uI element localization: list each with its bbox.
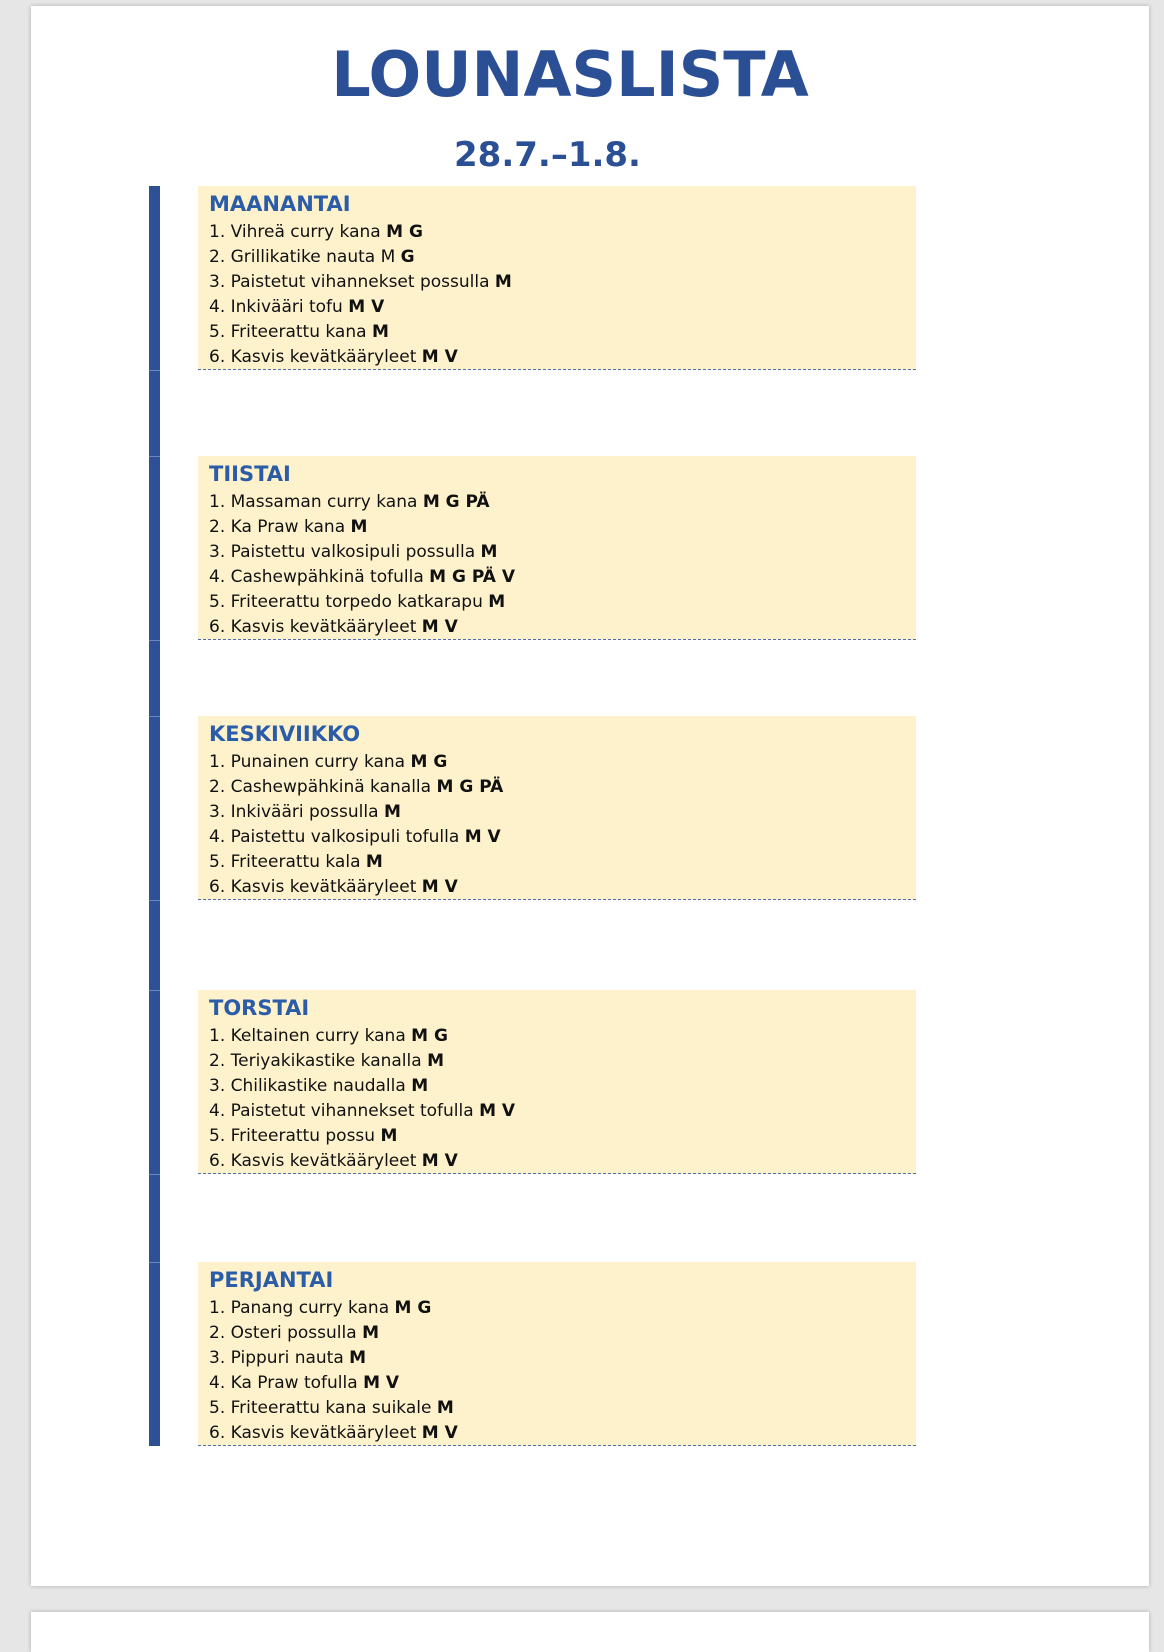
dish-name: 3. Inkivääri possulla [209, 802, 379, 822]
diet-codes: M V [363, 1373, 400, 1393]
dish-item [209, 1074, 916, 1099]
dish-name: 6. Kasvis kevätkääryleet [209, 1423, 417, 1443]
dish-name: 2. Grillikatike nauta M [209, 247, 396, 267]
dish-name: 5. Friteerattu kana [209, 322, 367, 342]
dish-name: 1. Panang curry kana [209, 1298, 390, 1318]
diet-codes: M G PÄ [422, 492, 490, 512]
day-card-wednesday [198, 716, 916, 900]
dish-name: 5. Friteerattu kana suikale [209, 1398, 432, 1418]
diet-codes: M [411, 1076, 429, 1096]
dish-item [209, 490, 916, 515]
dish-name: 3. Paistetut vihannekset possulla [209, 272, 490, 292]
dish-item [209, 1346, 916, 1371]
dish-item [209, 615, 916, 640]
dish-name: 2. Teriyakikastike kanalla [209, 1051, 422, 1071]
date-range: 28.7.–1.8. [454, 135, 641, 175]
dish-item [209, 1371, 916, 1396]
dish-name: 6. Kasvis kevätkääryleet [209, 1151, 417, 1171]
day-heading: TIISTAI [209, 462, 291, 486]
diet-codes: M V [479, 1101, 516, 1121]
dish-item [209, 1396, 916, 1421]
dish-name: 1. Massaman curry kana [209, 492, 418, 512]
dish-name: 5. Friteerattu possu [209, 1126, 376, 1146]
dish-item [209, 270, 916, 295]
dish-item [209, 220, 916, 245]
diet-codes: M [371, 322, 389, 342]
dish-item [209, 1296, 916, 1321]
bar-separator [149, 716, 160, 717]
page-title: LOUNASLISTA [331, 38, 809, 111]
day-card-monday [198, 186, 916, 370]
next-document-page [31, 1612, 1149, 1652]
dish-name: 2. Cashewpähkinä kanalla [209, 777, 432, 797]
dish-item [209, 245, 916, 270]
dish-name: 4. Ka Praw tofulla [209, 1373, 358, 1393]
diet-codes: G [400, 247, 415, 267]
bar-separator [149, 640, 160, 641]
dish-list [209, 750, 916, 900]
dish-item [209, 320, 916, 345]
diet-codes: M V [348, 297, 385, 317]
diet-codes: M [436, 1398, 454, 1418]
diet-codes: M [427, 1051, 444, 1071]
dish-item [209, 750, 916, 775]
day-heading: MAANANTAI [209, 192, 351, 216]
dish-name: 3. Pippuri nauta [209, 1348, 344, 1368]
diet-codes: M V [421, 877, 458, 897]
dish-item [209, 1421, 916, 1446]
diet-codes: M G [386, 222, 423, 242]
dish-item [209, 295, 916, 320]
dish-list [209, 220, 916, 370]
dish-item [209, 875, 916, 900]
dish-name: 2. Ka Praw kana [209, 517, 346, 537]
diet-codes: M [349, 1348, 367, 1368]
day-card-thursday [198, 990, 916, 1174]
diet-codes: M [480, 542, 498, 562]
dish-name: 4. Cashewpähkinä tofulla [209, 567, 424, 587]
day-card-tuesday [198, 456, 916, 640]
sidebar-accent-bar [149, 186, 160, 1446]
dish-item [209, 345, 916, 370]
dish-item [209, 825, 916, 850]
bar-separator [149, 990, 160, 991]
dish-item [209, 775, 916, 800]
dish-item [209, 1099, 916, 1124]
bar-separator [149, 1262, 160, 1263]
day-card-friday [198, 1262, 916, 1446]
bar-separator [149, 900, 160, 901]
diet-codes: M G [411, 1026, 448, 1046]
dish-item [209, 565, 916, 590]
diet-codes: M V [421, 617, 458, 637]
dish-item [209, 1321, 916, 1346]
diet-codes: M V [464, 827, 501, 847]
bar-separator [149, 456, 160, 457]
dish-item [209, 540, 916, 565]
diet-codes: M [383, 802, 401, 822]
diet-codes: M [362, 1323, 379, 1343]
dish-item [209, 1024, 916, 1049]
dish-item [209, 1149, 916, 1174]
diet-codes: M G [410, 752, 448, 772]
dish-item [209, 515, 916, 540]
dish-list [209, 490, 916, 640]
diet-codes: M [365, 852, 383, 872]
diet-codes: M [350, 517, 368, 537]
diet-codes: M [488, 592, 506, 612]
diet-codes: M G PÄ V [429, 567, 515, 587]
dish-item [209, 1049, 916, 1074]
dish-name: 5. Friteerattu torpedo katkarapu [209, 592, 483, 612]
dish-name: 6. Kasvis kevätkääryleet [209, 347, 417, 367]
dish-item [209, 590, 916, 615]
day-heading: PERJANTAI [209, 1268, 334, 1292]
dish-name: 2. Osteri possulla [209, 1323, 357, 1343]
bar-separator [149, 370, 160, 371]
dish-name: 1. Punainen curry kana [209, 752, 406, 772]
dish-list [209, 1296, 916, 1446]
diet-codes: M G [394, 1298, 432, 1318]
dish-item [209, 1124, 916, 1149]
dish-name: 1. Keltainen curry kana [209, 1026, 406, 1046]
bar-separator [149, 1174, 160, 1175]
dish-name: 6. Kasvis kevätkääryleet [209, 617, 417, 637]
dish-name: 4. Inkivääri tofu [209, 297, 343, 317]
dish-item [209, 850, 916, 875]
diet-codes: M [494, 272, 512, 292]
dish-name: 5. Friteerattu kala [209, 852, 361, 872]
diet-codes: M V [421, 1423, 458, 1443]
dish-name: 4. Paistettu valkosipuli tofulla [209, 827, 460, 847]
day-heading: KESKIVIIKKO [209, 722, 361, 746]
diet-codes: M V [421, 347, 458, 367]
diet-codes: M [380, 1126, 398, 1146]
dish-name: 4. Paistetut vihannekset tofulla [209, 1101, 474, 1121]
dish-name: 3. Chilikastike naudalla [209, 1076, 406, 1096]
dish-item [209, 800, 916, 825]
dish-name: 6. Kasvis kevätkääryleet [209, 877, 417, 897]
dish-list [209, 1024, 916, 1174]
dish-name: 3. Paistettu valkosipuli possulla [209, 542, 476, 562]
dish-name: 1. Vihreä curry kana [209, 222, 381, 242]
diet-codes: M G PÄ [436, 777, 504, 797]
day-heading: TORSTAI [209, 996, 310, 1020]
diet-codes: M V [421, 1151, 458, 1171]
